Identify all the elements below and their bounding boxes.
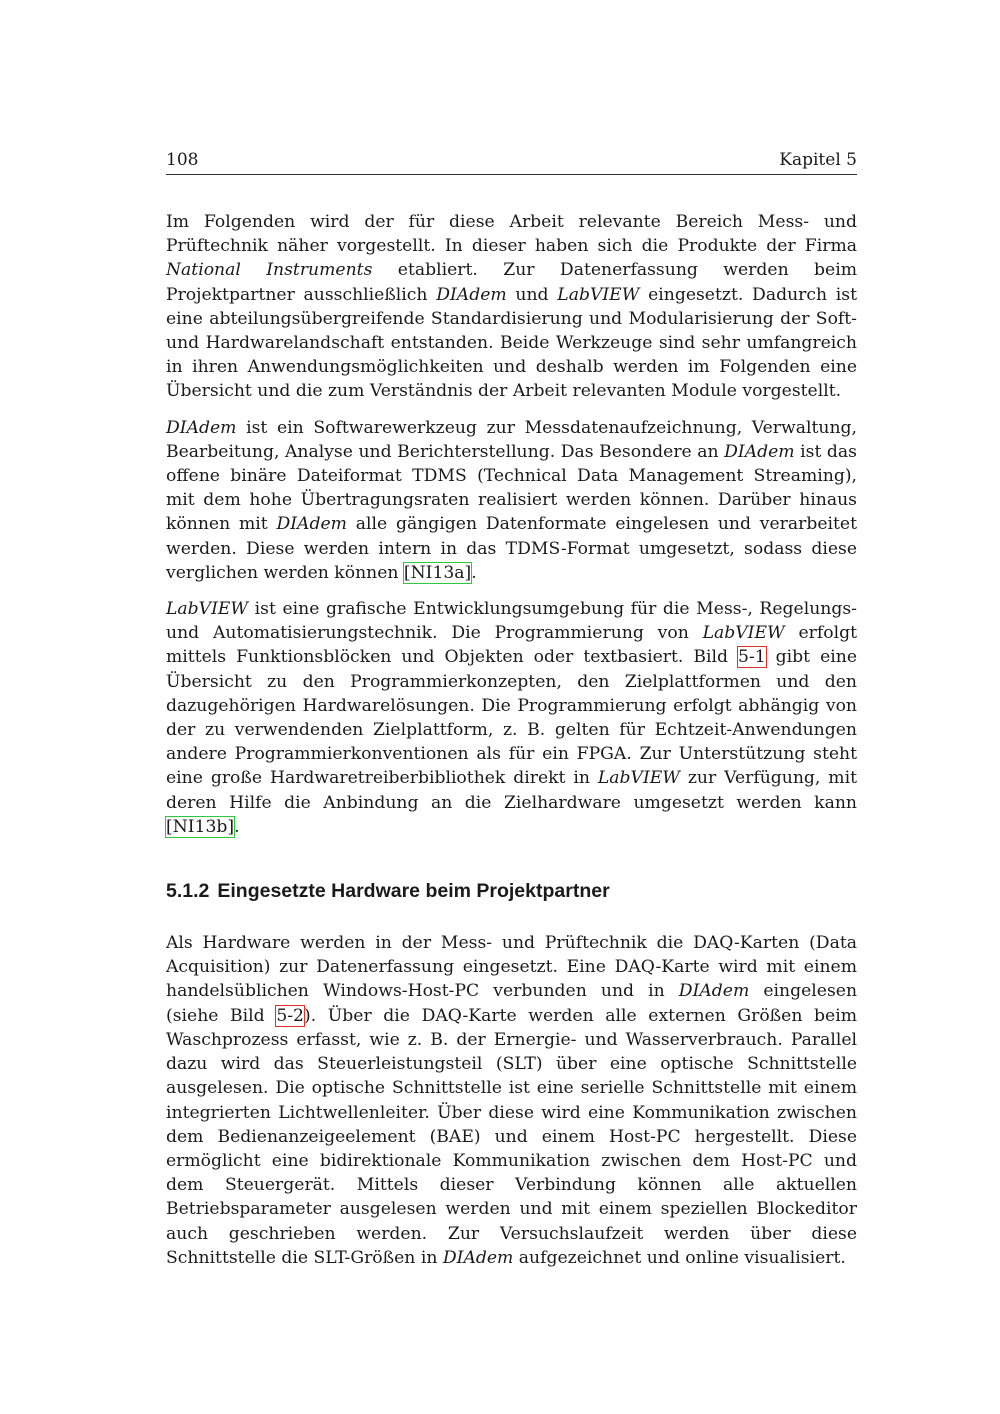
page-number: 108 <box>166 150 199 170</box>
paragraph-intro: Im Folgenden wird der für diese Arbeit relevante Bereich Mess- und Prüftechnik näher vorgestellt. In dieser haben sich die Produkte der Firma National Instruments etabliert. Zur Datenerfassung werden beim Projektpartner ausschließlich DIAdem und LabVIEW eingesetzt. Dadurch ist eine abteilungsübergreifende Standardisierung und Modularisierung der Soft- und Hardwarelandschaft entstanden. Beide Werkzeuge sind sehr umfangreich in ihren Anwendungsmöglichkeiten und deshalb werden im Folgenden eine Übersicht und die zum Verständnis der Arbeit relevanten Module vorgestellt. <box>166 212 858 402</box>
product-name: DIAdem <box>724 441 795 462</box>
citation-link[interactable]: [NI13a] <box>403 562 472 583</box>
page-body <box>166 210 857 1282</box>
section-title: Eingesetzte Hardware beim Projektpartner <box>217 880 610 903</box>
paragraph-labview: LabVIEW ist eine grafische Entwicklungsumgebung für die Mess-, Regelungs- und Automatisierungstechnik. Die Programmierung von LabVIEW erfolgt mittels Funktionsblöcken und Objekten oder textbasiert. Bild 5-1 gibt eine Übersicht zu den Programmierkonzepten, den Zielplattformen und den dazugehörigen Hardwarelösungen. Die Programmierung erfolgt abhängig von der zu verwendenden Zielplattform, z. B. gelten für Echtzeit-Anwendungen andere Programmierkonventionen als für ein FPGA. Zur Unterstützung steht eine große Hardwaretreiberbibliothek direkt in LabVIEW zur Verfügung, mit deren Hilfe die Anbindung an die Zielhardware umgesetzt werden kann [NI13b]. <box>166 599 857 837</box>
citation-link[interactable]: [NI13b] <box>166 816 235 837</box>
chapter-label: Kapitel 5 <box>779 150 857 170</box>
figure-link[interactable]: 5-2 <box>276 1005 304 1026</box>
paragraph-hardware: Als Hardware werden in der Mess- und Prüftechnik die DAQ-Karten (Data Acquisition) zur Datenerfassung eingesetzt. Eine DAQ-Karte wird mit einem handelsüblichen Windows-Host-PC verbunden und in DIAdem eingelesen (siehe Bild 5-2). Über die DAQ-Karte werden alle externen Größen beim Waschprozess erfasst, wie z. B. der Ernergie- und Wasserverbrauch. Parallel dazu wird das Steuerleistungsteil (SLT) über eine optische Schnittstelle ausgelesen. Die optische Schnittstelle ist eine serielle Schnittstelle mit einem integrierten Lichtwellenleiter. Über diese wird eine Kommunikation zwischen dem Bedienanzeigeelement (BAE) und einem Host-PC hergestellt. Diese ermöglicht eine bidirektionale Kommunikation zwischen dem Host-PC und dem Steuergerät. Mittels dieser Verbindung können alle aktuellen Betriebsparameter ausgelesen werden und mit einem speziellen Blockeditor auch geschrieben werden. Zur Versuchslaufzeit werden über diese Schnittstelle die SLT-Größen in DIAdem aufgezeichnet und online visualisiert. <box>166 933 858 1268</box>
running-header <box>166 150 857 175</box>
section-number: 5.1.2 <box>166 880 210 903</box>
product-name: LabVIEW <box>166 599 249 620</box>
paragraph-diadem: DIAdem ist ein Softwarewerkzeug zur Messdatenaufzeichnung, Verwaltung, Bearbeitung, Analyse und Berichterstellung. Das Besondere an DIAdem ist das offene binäre Dateiformat TDMS (Technical Data Management Streaming), mit dem hohe Übertragungsraten realisiert werden können. Darüber hinaus können mit DIAdem alle gängigen Datenformate eingelesen und verarbeitet werden. Diese werden intern in das TDMS-Format umgesetzt, sodass diese verglichen werden können [NI13a]. <box>166 417 857 583</box>
product-name: DIAdem <box>442 1247 514 1268</box>
product-name: LabVIEW <box>557 284 640 305</box>
product-name: LabVIEW <box>702 623 785 644</box>
product-name: DIAdem <box>276 514 347 535</box>
company-name: National Instruments <box>166 260 373 281</box>
product-name: DIAdem <box>678 981 750 1002</box>
product-name: LabVIEW <box>597 768 680 789</box>
section-heading <box>166 879 857 903</box>
product-name: DIAdem <box>166 417 237 438</box>
figure-link[interactable]: 5-1 <box>738 647 766 668</box>
product-name: DIAdem <box>436 284 507 305</box>
